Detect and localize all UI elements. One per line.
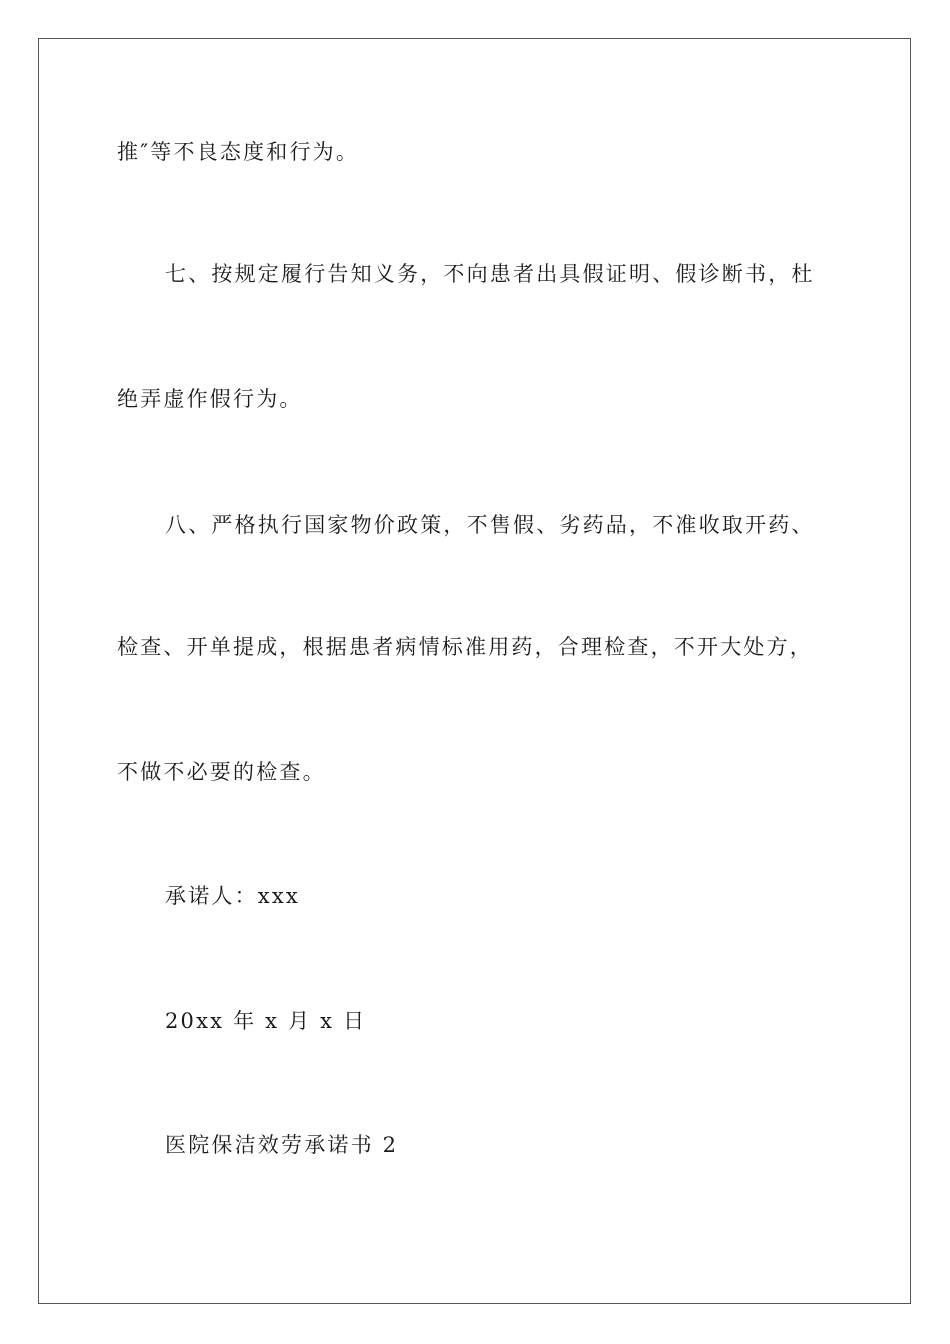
- date-line: 20xx 年 x 月 x 日: [165, 1009, 367, 1033]
- paragraph-7-line-2: 绝弄虚作假行为。: [117, 387, 303, 411]
- page-frame: [38, 38, 911, 1304]
- paragraph-6-end: 推″等不良态度和行为。: [117, 140, 360, 164]
- section-heading: 医院保洁效劳承诺书 2: [165, 1133, 399, 1157]
- signatory-line: 承诺人：xxx: [165, 884, 300, 908]
- paragraph-7-line-1: 七、按规定履行告知义务，不向患者出具假证明、假诊断书，杜: [165, 262, 815, 286]
- paragraph-8-line-2: 检查、开单提成，根据患者病情标准用药，合理检查，不开大处方，: [117, 635, 813, 659]
- paragraph-8-line-3: 不做不必要的检查。: [117, 760, 326, 784]
- paragraph-8-line-1: 八、严格执行国家物价政策，不售假、劣药品，不准收取开药、: [165, 513, 815, 537]
